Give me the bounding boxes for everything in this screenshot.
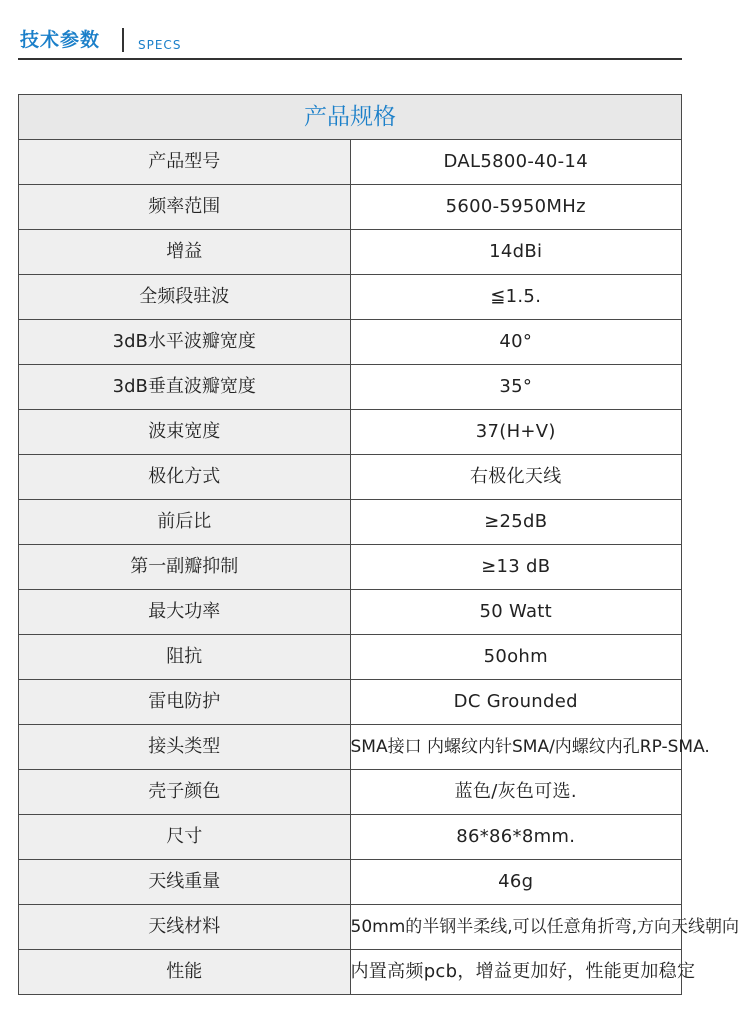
row-label: 极化方式 bbox=[19, 455, 351, 500]
row-value: 内置高频pcb，增益更加好，性能更加稳定 bbox=[350, 950, 682, 995]
table-row bbox=[19, 500, 682, 545]
row-label: 尺寸 bbox=[19, 815, 351, 860]
table-row bbox=[19, 950, 682, 995]
row-label: 前后比 bbox=[19, 500, 351, 545]
row-label: 3dB水平波瓣宽度 bbox=[19, 320, 351, 365]
table-row bbox=[19, 815, 682, 860]
row-value: 14dBi bbox=[350, 230, 682, 275]
row-label: 最大功率 bbox=[19, 590, 351, 635]
row-label: 产品型号 bbox=[19, 140, 351, 185]
row-label: 第一副瓣抑制 bbox=[19, 545, 351, 590]
section-subtitle: SPECS bbox=[138, 38, 182, 52]
row-label: 全频段驻波 bbox=[19, 275, 351, 320]
section-title: 技术参数 bbox=[20, 29, 101, 51]
row-label: 波束宽度 bbox=[19, 410, 351, 455]
table-title-row bbox=[19, 95, 682, 140]
row-value: 86*86*8mm. bbox=[350, 815, 682, 860]
row-value: 右极化天线 bbox=[350, 455, 682, 500]
table-row bbox=[19, 455, 682, 500]
row-value: 50mm的半钢半柔线,可以任意角折弯,方向天线朝向 bbox=[350, 905, 682, 950]
table-row bbox=[19, 545, 682, 590]
row-label: 接头类型 bbox=[19, 725, 351, 770]
row-value: SMA接口 内螺纹内针SMA/内螺纹内孔RP-SMA. bbox=[350, 725, 682, 770]
row-label: 频率范围 bbox=[19, 185, 351, 230]
row-value: 37(H+V) bbox=[350, 410, 682, 455]
table-row bbox=[19, 860, 682, 905]
row-value: 5600-5950MHz bbox=[350, 185, 682, 230]
row-value: 40° bbox=[350, 320, 682, 365]
table-row bbox=[19, 680, 682, 725]
row-value: 蓝色/灰色可选. bbox=[350, 770, 682, 815]
table-row bbox=[19, 365, 682, 410]
row-label: 增益 bbox=[19, 230, 351, 275]
table-row bbox=[19, 770, 682, 815]
title-divider bbox=[122, 28, 124, 52]
table-row bbox=[19, 140, 682, 185]
row-label: 雷电防护 bbox=[19, 680, 351, 725]
row-value: 50ohm bbox=[350, 635, 682, 680]
table-row bbox=[19, 230, 682, 275]
table-row bbox=[19, 185, 682, 230]
row-label: 天线重量 bbox=[19, 860, 351, 905]
row-label: 天线材料 bbox=[19, 905, 351, 950]
row-value: 50 Watt bbox=[350, 590, 682, 635]
table-row bbox=[19, 590, 682, 635]
row-label: 3dB垂直波瓣宽度 bbox=[19, 365, 351, 410]
table-row bbox=[19, 410, 682, 455]
row-label: 性能 bbox=[19, 950, 351, 995]
table-row bbox=[19, 905, 682, 950]
section-header bbox=[0, 0, 700, 62]
row-label: 壳子颜色 bbox=[19, 770, 351, 815]
table-title: 产品规格 bbox=[19, 95, 682, 140]
row-value: ≦1.5. bbox=[350, 275, 682, 320]
header-underline bbox=[18, 58, 682, 60]
table-row bbox=[19, 725, 682, 770]
spec-table bbox=[18, 94, 739, 995]
row-value: DAL5800-40-14 bbox=[350, 140, 682, 185]
row-label: 阻抗 bbox=[19, 635, 351, 680]
table-row bbox=[19, 320, 682, 365]
row-value: 46g bbox=[350, 860, 682, 905]
table-row bbox=[19, 635, 682, 680]
row-value: 35° bbox=[350, 365, 682, 410]
row-value: DC Grounded bbox=[350, 680, 682, 725]
table-row bbox=[19, 275, 682, 320]
row-value: ≥25dB bbox=[350, 500, 682, 545]
row-value: ≥13 dB bbox=[350, 545, 682, 590]
